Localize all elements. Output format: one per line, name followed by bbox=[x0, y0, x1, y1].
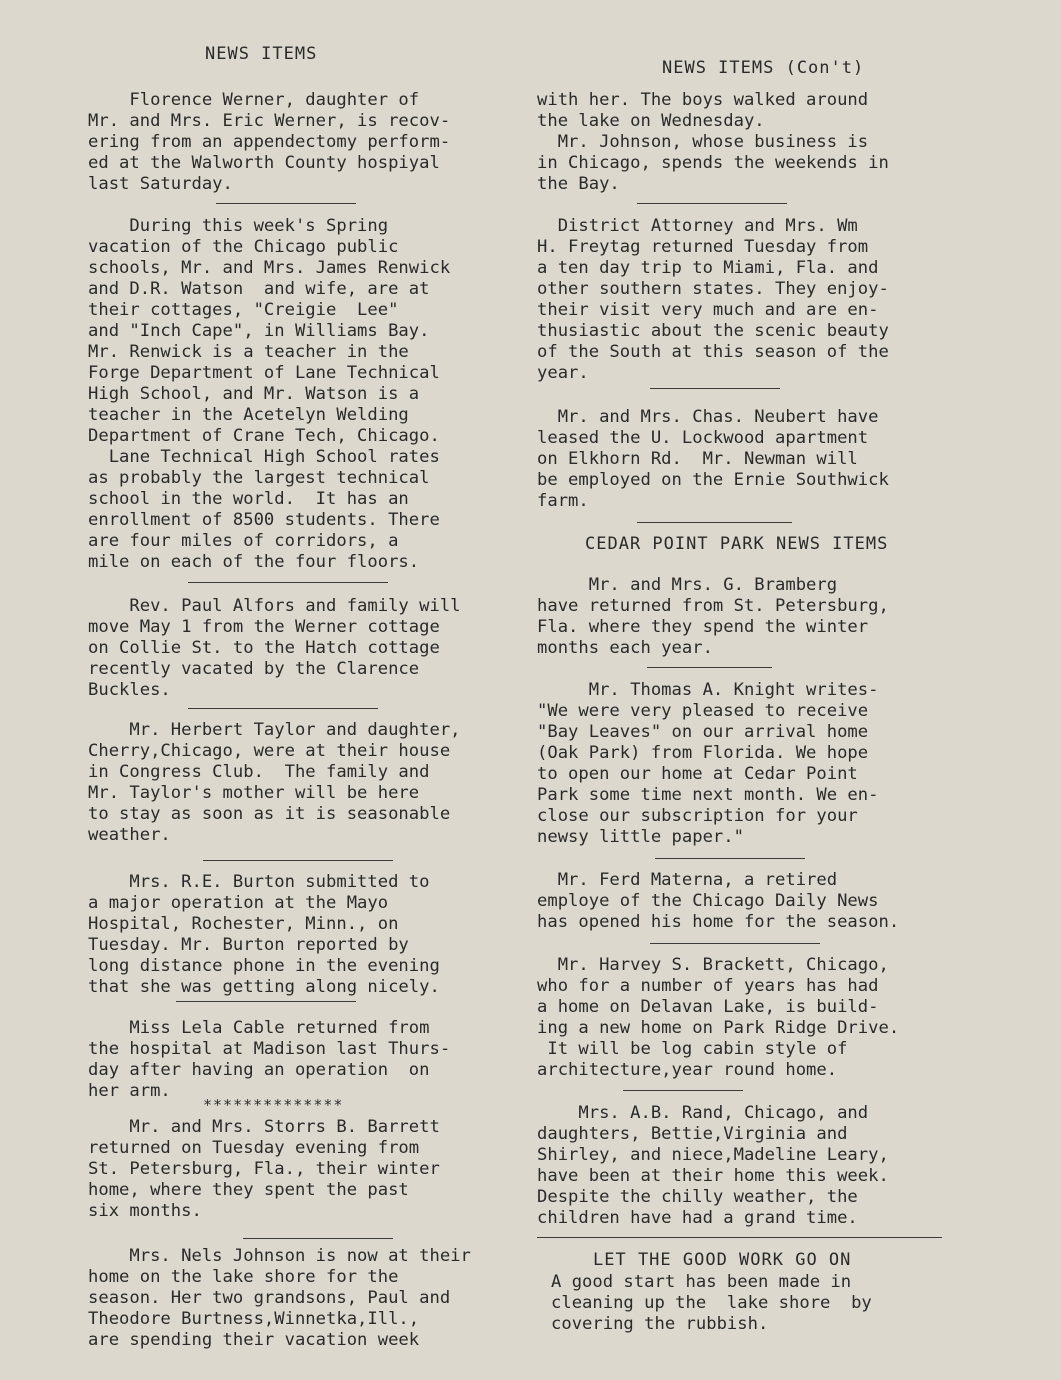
separator bbox=[537, 1237, 942, 1238]
right-column-header: NEWS ITEMS (Con't) bbox=[662, 58, 865, 78]
separator bbox=[623, 1090, 743, 1091]
star-divider: ************** bbox=[203, 1096, 344, 1114]
news-item-alfors: Rev. Paul Alfors and family will move May 1 from the Werner cottage on Collie St. to the Hatch cottage recently vacated by the Clarence Buckles. bbox=[88, 596, 461, 700]
news-item-brackett: Mr. Harvey S. Brackett, Chicago, who for a number of years has had a home on Delavan Lake, is build- ing a new home on Park Ridge Drive. It will be log cabin style of architecture,year round home. bbox=[537, 955, 900, 1080]
separator bbox=[637, 203, 787, 204]
news-item-bramberg: Mr. and Mrs. G. Bramberg have returned from St. Petersburg, Fla. where they spend the winter months each year. bbox=[537, 575, 889, 658]
cedar-point-subheading: CEDAR POINT PARK NEWS ITEMS bbox=[585, 534, 889, 554]
news-item-neubert: Mr. and Mrs. Chas. Neubert have leased the U. Lockwood apartment on Elkhorn Rd. Mr. Newman will be employed on the Ernie Southwick farm. bbox=[537, 407, 889, 511]
separator bbox=[650, 388, 780, 389]
news-item-materna: Mr. Ferd Materna, a retired employe of the Chicago Daily News has opened his home for the season. bbox=[537, 870, 900, 932]
separator bbox=[243, 1238, 393, 1239]
separator bbox=[216, 203, 356, 204]
news-item-taylor: Mr. Herbert Taylor and daughter, Cherry,Chicago, were at their house in Congress Club. The family and Mr. Taylor's mother will be here to stay as soon as it is seasonable weather. bbox=[88, 720, 461, 845]
news-item-rand: Mrs. A.B. Rand, Chicago, and daughters, Bettie,Virginia and Shirley, and niece,Madeline Leary, have been at their home this week. Despite the chilly weather, the children have had a grand time. bbox=[537, 1103, 889, 1228]
separator bbox=[655, 858, 805, 859]
news-item-burton: Mrs. R.E. Burton submitted to a major operation at the Mayo Hospital, Rochester, Minn., on Tuesday. Mr. Burton reported by long distance phone in the evening that she was getting along nicely. bbox=[88, 872, 440, 997]
separator bbox=[203, 860, 393, 861]
news-item-johnson-cont: with her. The boys walked around the lake on Wednesday. Mr. Johnson, whose business is in Chicago, spends the weekends in the Bay. bbox=[537, 90, 889, 194]
news-item-knight: Mr. Thomas A. Knight writes- "We were very pleased to receive "Bay Leaves" on our arrival home (Oak Park) from Florida. We hope to open our home at Cedar Point Park some time next month. We en- close our subscription for your newsy little paper." bbox=[537, 680, 879, 847]
separator bbox=[188, 708, 378, 709]
news-item-renwick-watson: During this week's Spring vacation of the Chicago public schools, Mr. and Mrs. James Renwick and D.R. Watson and wife, are at their cottages, "Creigie Lee" and "Inch Cape", in Williams Bay. Mr. Renwick is a teacher in the Forge Department of Lane Technical High School, and Mr. Watson is a teacher in the Acetelyn Welding Department of Crane Tech, Chicago. Lane Technical High School rates as probably the largest technical school in the world. It has an enrollment of 8500 students. There are four miles of corridors, a mile on each of the four floors. bbox=[88, 216, 451, 572]
news-item-werner: Florence Werner, daughter of Mr. and Mrs. Eric Werner, is recov- ering from an appendectomy perform- ed at the Walworth County hospiyal last Saturday. bbox=[88, 90, 451, 194]
news-item-freytag: District Attorney and Mrs. Wm H. Freytag returned Tuesday from a ten day trip to Miami, Fla. and other southern states. They enjoy- their visit very much and are en- thusiastic about the scenic beauty of the South at this season of the year. bbox=[537, 216, 889, 383]
separator bbox=[176, 1001, 356, 1002]
news-item-cable: Miss Lela Cable returned from the hospital at Madison last Thurs- day after having an operation on her arm. bbox=[88, 1018, 451, 1101]
separator bbox=[188, 582, 388, 583]
separator bbox=[637, 522, 792, 523]
good-work-subheading: LET THE GOOD WORK GO ON bbox=[593, 1250, 852, 1270]
news-item-barrett: Mr. and Mrs. Storrs B. Barrett returned on Tuesday evening from St. Petersburg, Fla., their winter home, where they spent the past six months. bbox=[88, 1117, 440, 1221]
separator bbox=[647, 667, 772, 668]
news-item-johnson: Mrs. Nels Johnson is now at their home on the lake shore for the season. Her two grandsons, Paul and Theodore Burtness,Winnetka,Ill., are spending their vacation week bbox=[88, 1246, 471, 1350]
separator bbox=[650, 943, 820, 944]
news-item-good-work: A good start has been made in cleaning up the lake shore by covering the rubbish. bbox=[551, 1272, 872, 1334]
left-column-header: NEWS ITEMS bbox=[205, 44, 318, 64]
